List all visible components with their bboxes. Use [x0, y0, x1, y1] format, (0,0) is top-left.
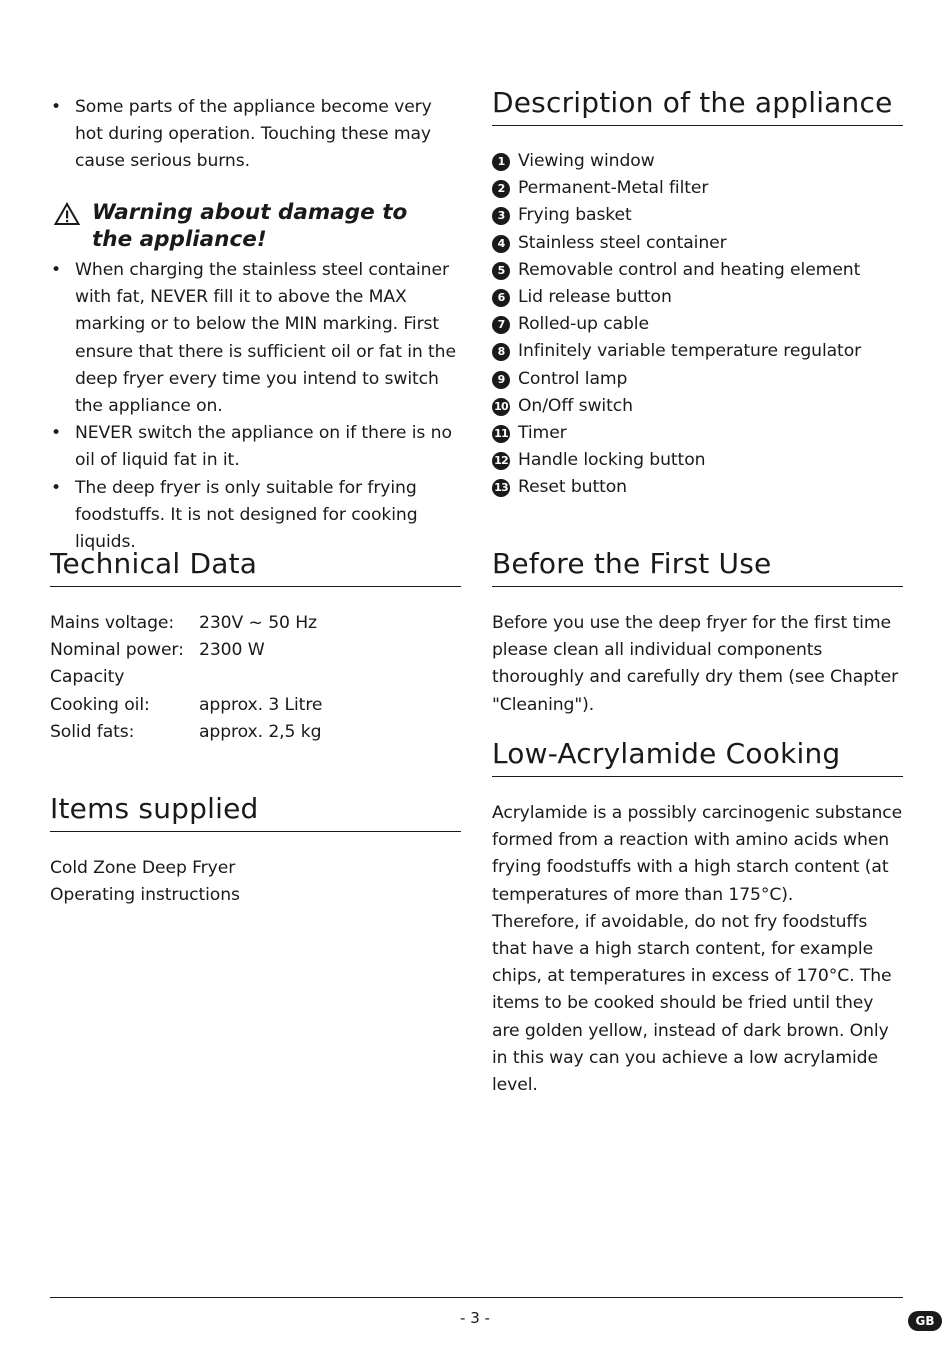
- before-first-use-text: Before you use the deep fryer for the first time please clean all individual components thoroughly and carefully dry them (see Chapter "Cleaning").: [492, 613, 899, 715]
- list-item: 13 Reset button: [492, 474, 903, 501]
- low-acrylamide-title: Low-Acrylamide Cooking: [492, 736, 903, 777]
- bullet-icon: •: [51, 97, 62, 117]
- tech-label: Cooking oil:: [50, 694, 150, 715]
- list-item: • The deep fryer is only suitable for frying foodstuffs. It is not designed for cooking liquids.: [50, 475, 461, 557]
- number-badge-icon: 8: [492, 343, 510, 361]
- tech-value: 230V ~ 50 Hz: [199, 613, 317, 633]
- list-item: 5 Removable control and heating element: [492, 257, 903, 284]
- list-item: • Some parts of the appliance become very hot during operation. Touching these may cause serious burns.: [50, 94, 461, 176]
- list-item: 9 Control lamp: [492, 366, 903, 393]
- bullet-icon: •: [51, 423, 62, 444]
- tech-label: Solid fats:: [50, 721, 135, 742]
- warning-triangle-icon: [54, 202, 80, 226]
- list-item: • When charging the stainless steel container with fat, NEVER fill it to above the MAX marking or to below the MIN marking. First ensure that there is sufficient oil or fat in the deep fryer every time you intend to switch the appliance on.: [50, 257, 461, 420]
- warning-heading: [54, 199, 454, 253]
- low-acrylamide-text: [492, 800, 903, 1099]
- list-item: 3 Frying basket: [492, 202, 903, 229]
- description-list: [492, 148, 903, 501]
- number-badge-icon: 1: [492, 153, 510, 171]
- technical-data-title: Technical Data: [50, 546, 461, 587]
- number-badge-icon: 10: [492, 398, 510, 416]
- number-badge-icon: 3: [492, 207, 510, 225]
- footer-divider: [50, 1297, 903, 1298]
- technical-data-table: [50, 610, 461, 746]
- number-badge-icon: 11: [492, 425, 510, 443]
- tech-value: 2300 W: [199, 640, 265, 661]
- list-item: 10 On/Off switch: [492, 393, 903, 420]
- language-badge: GB: [908, 1311, 942, 1331]
- list-item: Operating instructions: [50, 885, 240, 906]
- table-row: [50, 610, 461, 637]
- tech-label: Nominal power:: [50, 640, 184, 661]
- tech-label: Capacity: [50, 667, 125, 688]
- number-badge-icon: 12: [492, 452, 510, 470]
- list-item: 4 Stainless steel container: [492, 230, 903, 257]
- table-row: [50, 664, 461, 691]
- list-item: 2 Permanent-Metal filter: [492, 175, 903, 202]
- number-badge-icon: 6: [492, 289, 510, 307]
- list-item: 8 Infinitely variable temperature regulator: [492, 338, 903, 365]
- list-item: 6 Lid release button: [492, 284, 903, 311]
- warning-heading-text: Warning about damage to the appliance!: [92, 200, 408, 252]
- paragraph: Therefore, if avoidable, do not fry foodstuffs that have a high starch content, for example chips, at temperatures in excess of 170°C. The items to be cooked should be fried until they are golden yellow, instead of dark brown. Only in this way can you achieve a low acrylamide level.: [492, 911, 892, 1096]
- number-badge-icon: 2: [492, 180, 510, 198]
- bullet-icon: •: [51, 260, 62, 280]
- number-badge-icon: 13: [492, 479, 510, 497]
- number-badge-icon: 9: [492, 371, 510, 389]
- items-supplied-title: Items supplied: [50, 791, 461, 832]
- number-badge-icon: 5: [492, 262, 510, 280]
- number-badge-icon: 7: [492, 316, 510, 334]
- tech-value: approx. 3 Litre: [199, 694, 323, 715]
- list-item: • NEVER switch the appliance on if there is no oil of liquid fat in it.: [50, 420, 461, 474]
- list-item: 1 Viewing window: [492, 148, 903, 175]
- items-supplied-list: [50, 855, 461, 909]
- table-row: [50, 692, 461, 719]
- paragraph: Acrylamide is a possibly carcinogenic substance formed from a reaction with amino acids when frying foodstuffs with a high starch content (at temperatures of more than 175°C).: [492, 803, 903, 905]
- tech-value: approx. 2,5 kg: [199, 721, 322, 742]
- tech-label: Mains voltage:: [50, 613, 175, 633]
- list-item: 7 Rolled-up cable: [492, 311, 903, 338]
- bullet-icon: •: [51, 477, 62, 498]
- list-item: Cold Zone Deep Fryer: [50, 858, 236, 878]
- warning-bullet-list: [50, 257, 461, 556]
- page-number: - 3 -: [460, 1309, 490, 1327]
- description-title: Description of the appliance: [492, 85, 903, 126]
- number-badge-icon: 4: [492, 235, 510, 253]
- intro-bullet-list: [50, 94, 461, 176]
- table-row: [50, 637, 461, 664]
- list-item: 12 Handle locking button: [492, 447, 903, 474]
- list-item: 11 Timer: [492, 420, 903, 447]
- table-row: [50, 719, 461, 746]
- before-first-use-title: Before the First Use: [492, 546, 903, 587]
